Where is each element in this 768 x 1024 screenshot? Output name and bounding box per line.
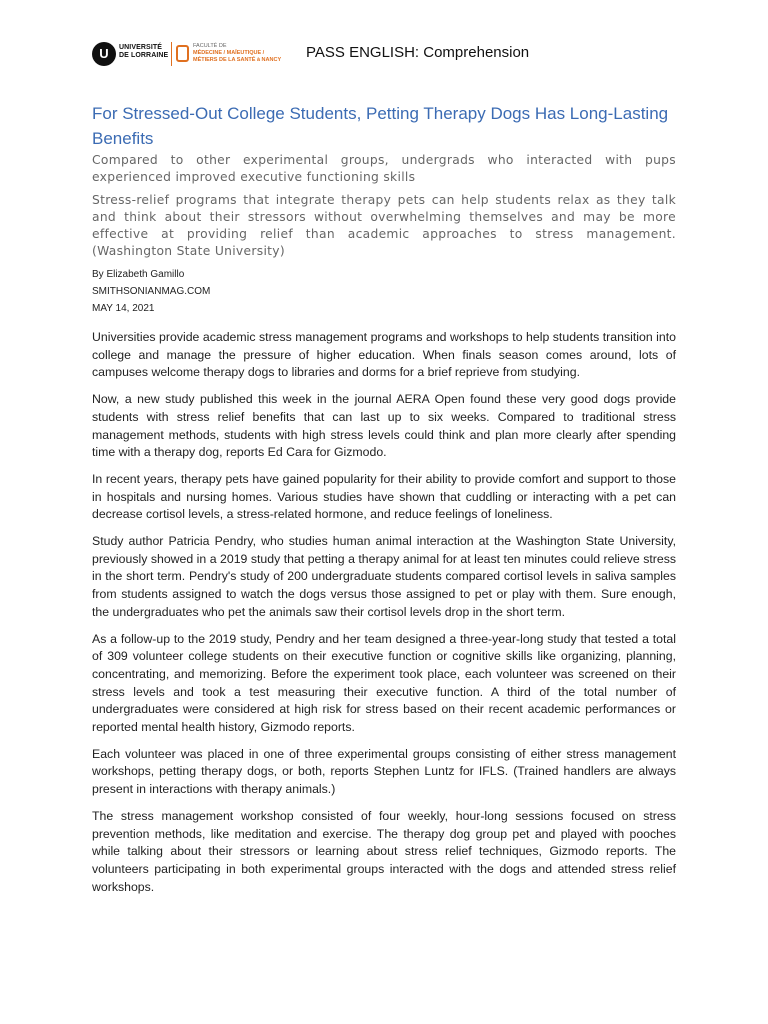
- faculty-name-line3: MÉTIERS DE LA SANTÉ à NANCY: [193, 57, 282, 63]
- body-paragraph: Universities provide academic stress management programs and workshops to help students transition into college and manage the pressure of higher education. When finals season comes around, lots of campuses welcome therapy dogs to libraries and dorms for a brief reprieve from studying.: [92, 330, 676, 380]
- source-name: SMITHSONIANMAG.COM: [92, 286, 211, 297]
- publish-date: MAY 14, 2021: [92, 303, 155, 314]
- university-logo-mark: U: [92, 42, 116, 66]
- body-paragraph: The stress management workshop consisted of four weekly, hour-long sessions focused on stress prevention methods, like meditation and exercise. The therapy dog group pet and played with pooches while talking about their stressors or learning about stress relief techniques, Gizmodo reports. The volunteers participating in both experimental groups interacted with the dogs and attended stress relief workshops.: [92, 808, 676, 894]
- faculty-name-line2: MÉDECINE / MAÏEUTIQUE /: [193, 50, 265, 56]
- article-body: [92, 329, 676, 905]
- body-paragraph: Study author Patricia Pendry, who studies human animal interaction at the Washington State University, previously showed in a 2019 study that petting a therapy animal for at least ten minutes could relieve stress in the short term. Pendry's study of 200 undergraduate students compared cortisol levels in saliva samples from students assigned to watch the dogs versus those assigned to pet or play with them. Sure enough, the undergraduates who pet the animals saw their cortisol levels drop in the short term.: [92, 534, 676, 619]
- university-name-line2: DE LORRAINE: [119, 52, 169, 59]
- page-header: [92, 38, 692, 70]
- faculty-name-line1: FACULTÉ DE: [193, 43, 227, 49]
- university-name-line1: UNIVERSITÉ: [119, 44, 163, 51]
- body-paragraph: Each volunteer was placed in one of three experimental groups consisting of either stress management workshops, petting therapy dogs, or both, reports Stephen Luntz for IFLS. (Trained handlers are always present in interactions with therapy animals.): [92, 746, 676, 797]
- faculty-logo-icon: [176, 45, 189, 62]
- article-subtitle: Compared to other experimental groups, undergrads who interacted with pups experienced improved executive functioning skills: [92, 153, 676, 184]
- body-paragraph: As a follow-up to the 2019 study, Pendry and her team designed a three-year-long study that tested a total of 309 volunteer college students on their executive function or cognitive skills like organizing, planning, concentrating, and memorizing. Before the experiment took place, each volunteer was screened on their stress levels and took a test measuring their executive function. A third of the total number of undergraduates were considered at high risk for stress based on their recent academic performances or reported mental health history, Gizmodo reports.: [92, 631, 676, 735]
- body-paragraph: Now, a new study published this week in the journal AERA Open found these very good dogs provide students with stress relief benefits that can last up to six weeks. Compared to traditional stress management methods, students with high stress levels could think and plan more clearly after spending time with a therapy dog, reports Ed Cara for Gizmodo.: [92, 392, 676, 460]
- article-title: For Stressed-Out College Students, Petting Therapy Dogs Has Long-Lasting Benefits: [92, 104, 669, 148]
- course-title: PASS ENGLISH: Comprehension: [306, 44, 530, 61]
- university-logo: [92, 40, 282, 68]
- faculty-name: [193, 43, 283, 64]
- university-name: [119, 44, 171, 60]
- logo-divider: [171, 42, 172, 66]
- image-caption: Stress-relief programs that integrate therapy pets can help students relax as they talk and think about their stressors without overwhelming themselves and may be more effective at providing relief than academic approaches to stress management. (Washington State University): [92, 193, 676, 258]
- author-byline: By Elizabeth Gamillo: [92, 269, 185, 280]
- body-paragraph: In recent years, therapy pets have gained popularity for their ability to provide comfort and support to those in hospitals and nursing homes. Various studies have shown that cuddling or interacting with a pet can decrease cortisol levels, a stress-related hormone, and reduce feelings of loneliness.: [92, 471, 676, 522]
- article-meta: [92, 267, 210, 318]
